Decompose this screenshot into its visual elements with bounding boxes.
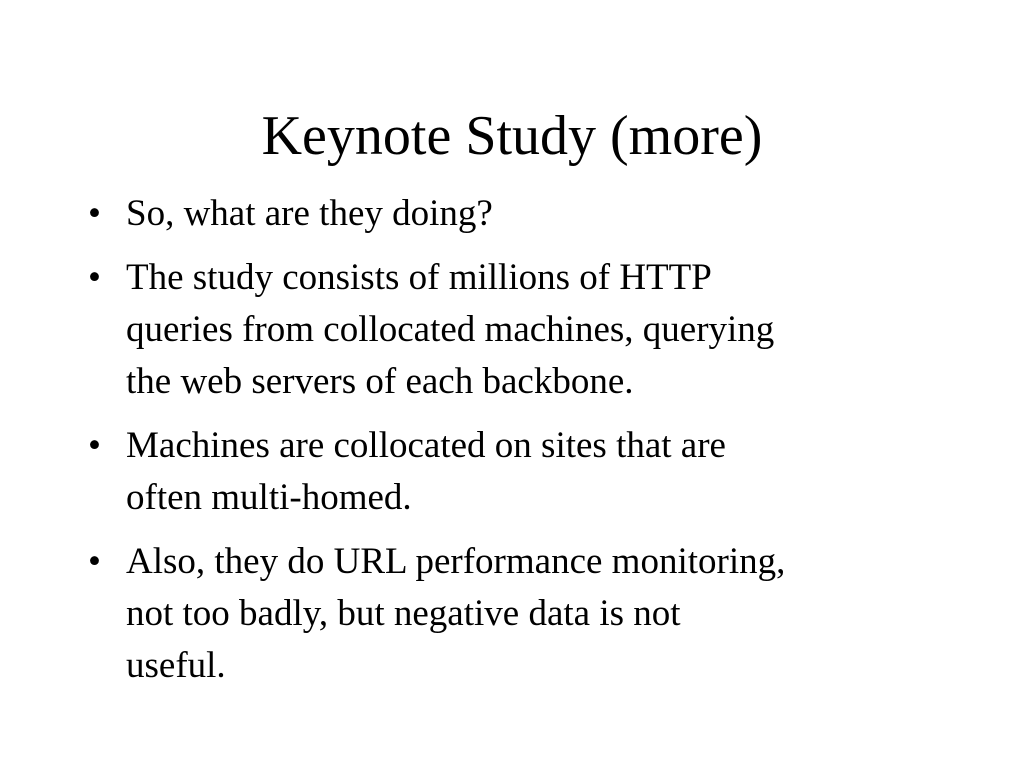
slide-title: Keynote Study (more)	[261, 105, 763, 167]
bullet-line: Machines are collocated on sites that are	[126, 425, 726, 466]
bullet-icon: •	[88, 257, 101, 298]
bullet-line: not too badly, but negative data is not	[126, 593, 681, 634]
bullet-icon: •	[88, 541, 101, 582]
bullet-line: useful.	[126, 645, 226, 686]
bullet-item	[88, 536, 968, 692]
bullet-item	[88, 420, 968, 524]
bullet-item	[88, 252, 968, 408]
bullet-icon: •	[88, 425, 101, 466]
bullet-line: often multi-homed.	[126, 477, 412, 518]
bullet-line: queries from collocated machines, querying	[126, 309, 775, 350]
bullet-line: So, what are they doing?	[126, 193, 493, 234]
bullet-item	[88, 188, 968, 240]
bullet-line: the web servers of each backbone.	[126, 361, 634, 402]
bullet-list	[88, 188, 968, 704]
bullet-icon: •	[88, 193, 101, 234]
bullet-line: Also, they do URL performance monitoring,	[126, 541, 786, 582]
bullet-line: The study consists of millions of HTTP	[126, 257, 712, 298]
